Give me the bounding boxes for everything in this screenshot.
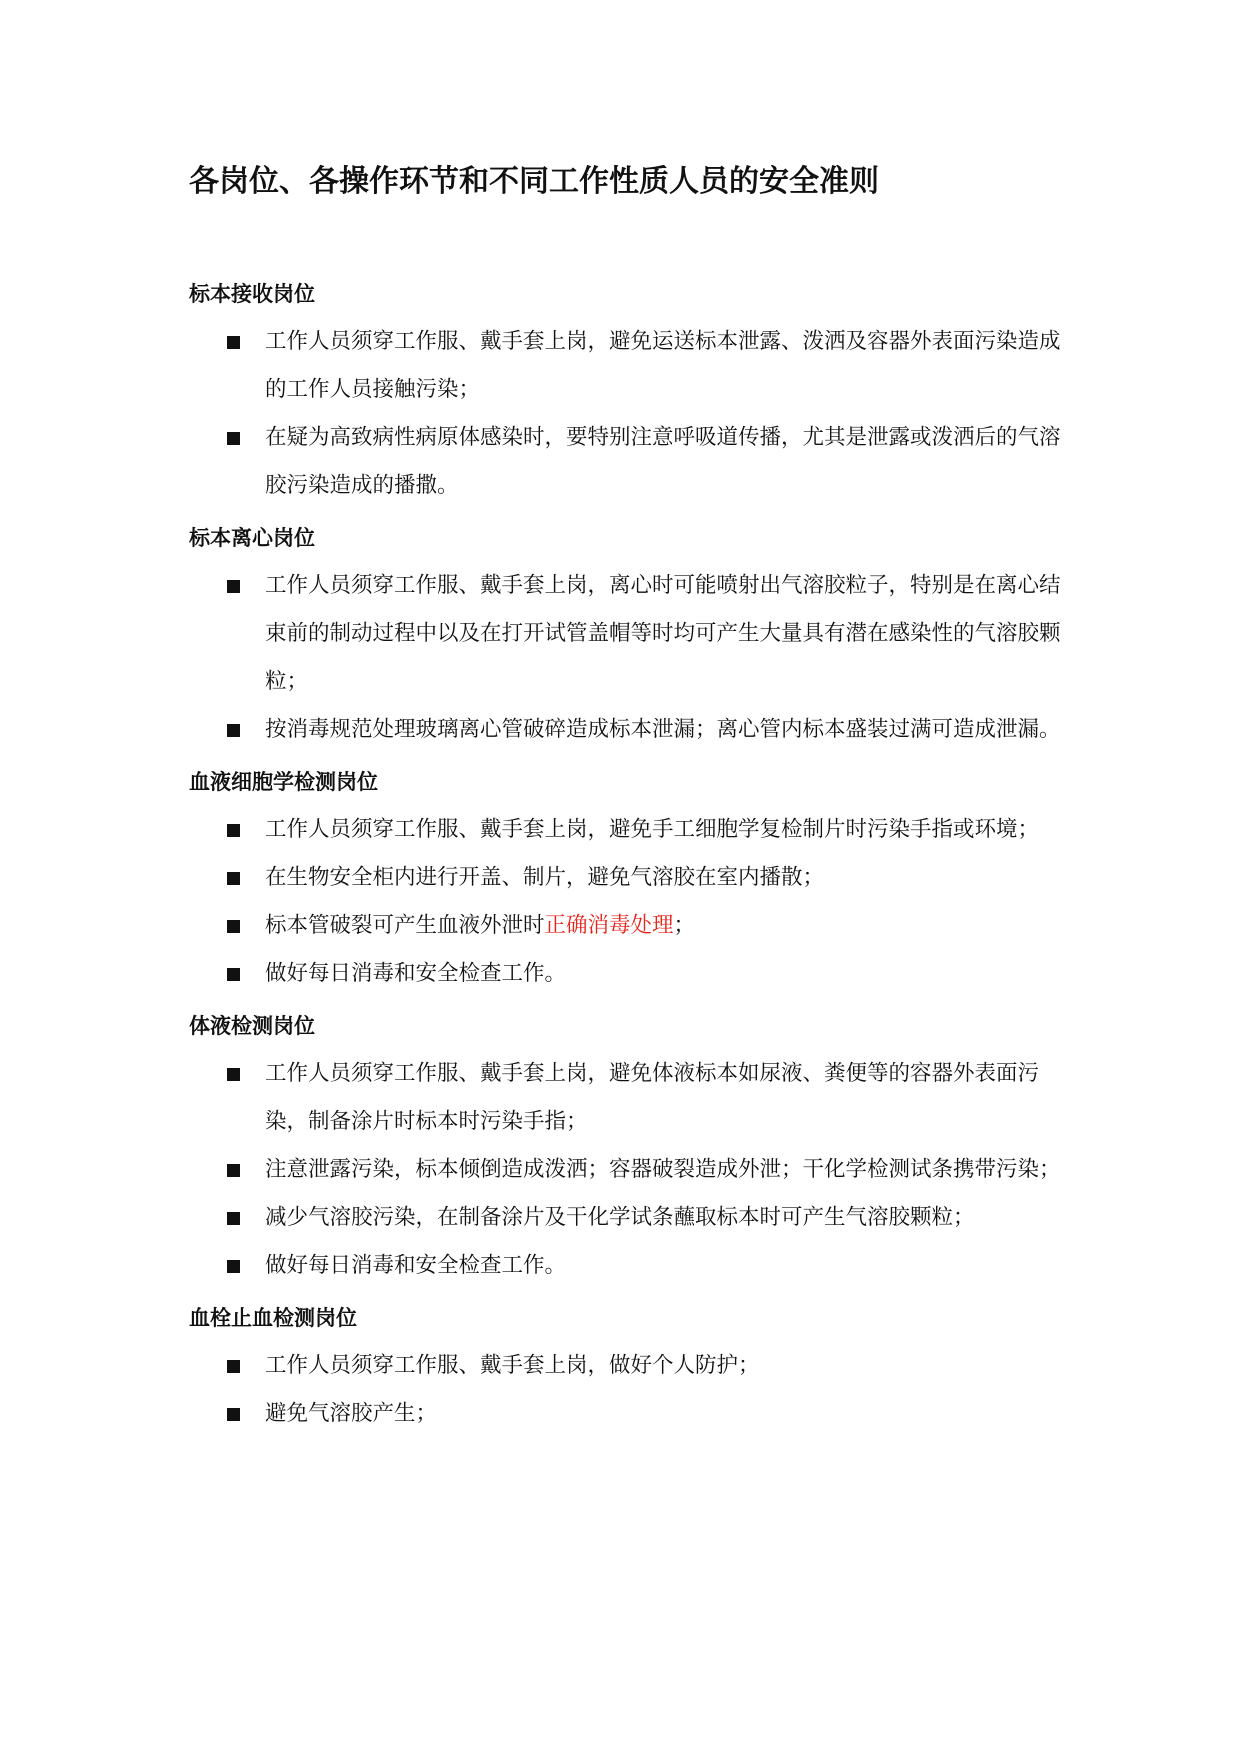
list-item bbox=[189, 706, 1069, 754]
section-body-fluid bbox=[189, 1002, 1069, 1290]
list-item-text: 避免气溶胶产生； bbox=[265, 1401, 438, 1426]
section-heading: 血栓止血检测岗位 bbox=[189, 1306, 357, 1330]
square-bullet-icon bbox=[227, 1068, 240, 1081]
list-item bbox=[189, 806, 1069, 854]
square-bullet-icon bbox=[227, 1360, 240, 1373]
list-item bbox=[189, 1242, 1069, 1290]
document-body bbox=[189, 270, 1069, 1442]
section-heading: 标本离心岗位 bbox=[189, 526, 315, 550]
list-item-text: 在疑为高致病性病原体感染时，要特别注意呼吸道传播，尤其是泄露或泼洒后的气溶胶污染造成的播撒。 bbox=[265, 425, 1061, 498]
section-heading: 标本接收岗位 bbox=[189, 282, 315, 306]
bullet-list bbox=[189, 806, 1069, 998]
list-item-text: 工作人员须穿工作服、戴手套上岗，做好个人防护； bbox=[265, 1353, 760, 1378]
list-item-text: 工作人员须穿工作服、戴手套上岗，避免体液标本如尿液、粪便等的容器外表面污染，制备涂片时标本时污染手指； bbox=[265, 1061, 1040, 1134]
list-item bbox=[189, 854, 1069, 902]
list-item bbox=[189, 318, 1069, 414]
highlighted-text: 正确消毒处理 bbox=[544, 913, 674, 938]
list-item-text: 工作人员须穿工作服、戴手套上岗，避免手工细胞学复检制片时污染手指或环境； bbox=[265, 817, 1040, 842]
list-item-text-after: ； bbox=[673, 913, 696, 938]
list-item-text bbox=[265, 902, 1069, 950]
list-item-text-before: 标本管破裂可产生血液外泄时 bbox=[265, 913, 545, 938]
bullet-list bbox=[189, 1050, 1069, 1290]
section-blood-cytology bbox=[189, 758, 1069, 998]
section-specimen-centrifuge bbox=[189, 514, 1069, 754]
bullet-list bbox=[189, 318, 1069, 510]
bullet-list bbox=[189, 562, 1069, 754]
list-item bbox=[189, 1194, 1069, 1242]
square-bullet-icon bbox=[227, 1212, 240, 1225]
section-heading: 血液细胞学检测岗位 bbox=[189, 770, 378, 794]
list-item-text: 减少气溶胶污染，在制备涂片及干化学试条蘸取标本时可产生气溶胶颗粒； bbox=[265, 1205, 975, 1230]
list-item-text: 做好每日消毒和安全检查工作。 bbox=[265, 1253, 567, 1278]
square-bullet-icon bbox=[227, 336, 240, 349]
square-bullet-icon bbox=[227, 872, 240, 885]
section-specimen-reception bbox=[189, 270, 1069, 510]
list-item bbox=[189, 1390, 1069, 1438]
list-item-text: 工作人员须穿工作服、戴手套上岗，避免运送标本泄露、泼洒及容器外表面污染造成的工作人员接触污染； bbox=[265, 329, 1061, 402]
list-item bbox=[189, 950, 1069, 998]
square-bullet-icon bbox=[227, 724, 240, 737]
section-thrombosis-hemostasis bbox=[189, 1294, 1069, 1438]
square-bullet-icon bbox=[227, 920, 240, 933]
square-bullet-icon bbox=[227, 580, 240, 593]
list-item-text: 做好每日消毒和安全检查工作。 bbox=[265, 961, 567, 986]
square-bullet-icon bbox=[227, 432, 240, 445]
square-bullet-icon bbox=[227, 1164, 240, 1177]
list-item bbox=[189, 902, 1069, 950]
list-item-text: 注意泄露污染，标本倾倒造成泼洒；容器破裂造成外泄；干化学检测试条携带污染； bbox=[265, 1157, 1061, 1182]
list-item bbox=[189, 1342, 1069, 1390]
square-bullet-icon bbox=[227, 1260, 240, 1273]
list-item-text: 工作人员须穿工作服、戴手套上岗，离心时可能喷射出气溶胶粒子，特别是在离心结束前的制动过程中以及在打开试管盖帽等时均可产生大量具有潜在感染性的气溶胶颗粒； bbox=[265, 573, 1061, 694]
section-heading: 体液检测岗位 bbox=[189, 1014, 315, 1038]
square-bullet-icon bbox=[227, 968, 240, 981]
list-item bbox=[189, 562, 1069, 706]
square-bullet-icon bbox=[227, 824, 240, 837]
list-item bbox=[189, 1050, 1069, 1146]
page-title: 各岗位、各操作环节和不同工作性质人员的安全准则 bbox=[189, 164, 879, 199]
bullet-list bbox=[189, 1342, 1069, 1438]
list-item-text: 按消毒规范处理玻璃离心管破碎造成标本泄漏；离心管内标本盛装过满可造成泄漏。 bbox=[265, 717, 1061, 742]
list-item bbox=[189, 414, 1069, 510]
square-bullet-icon bbox=[227, 1408, 240, 1421]
list-item-text: 在生物安全柜内进行开盖、制片，避免气溶胶在室内播散； bbox=[265, 865, 825, 890]
list-item bbox=[189, 1146, 1069, 1194]
